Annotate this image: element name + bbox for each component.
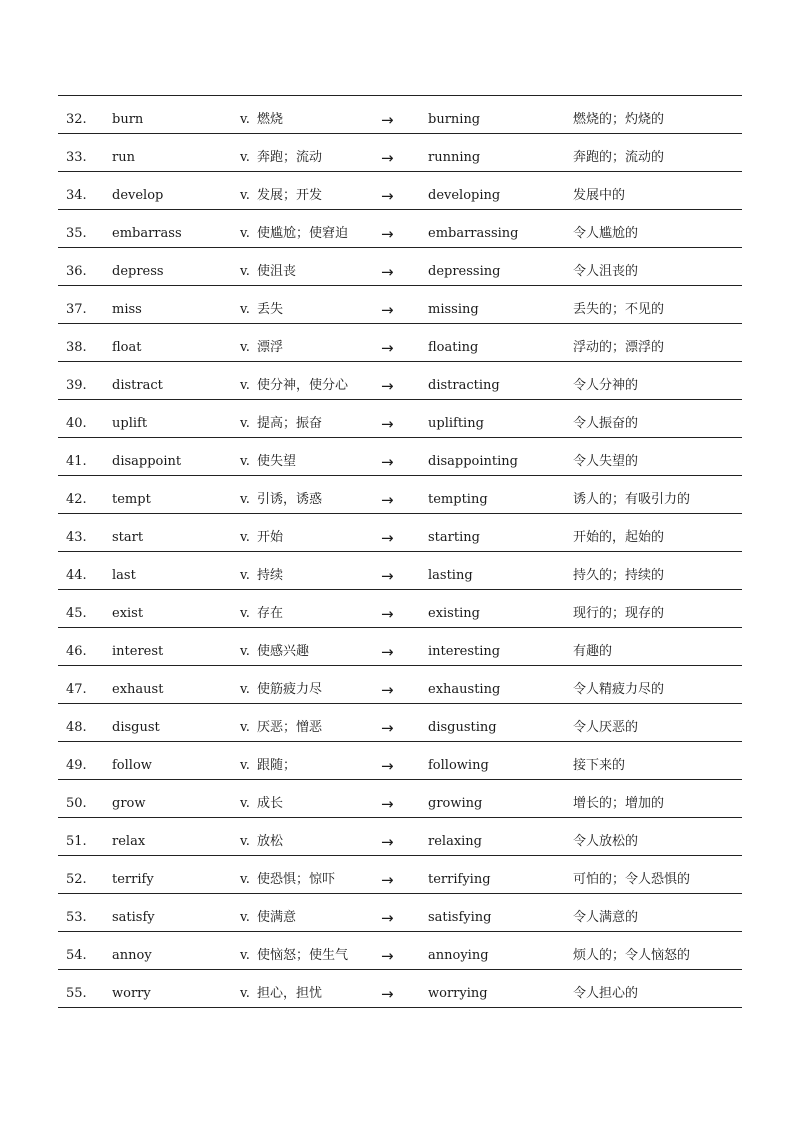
verb-meaning: 使恐惧；惊吓	[257, 872, 336, 887]
table-row	[58, 704, 742, 742]
adjective-meaning: 开始的，起始的	[573, 530, 665, 545]
verb-word: terrify	[112, 872, 154, 887]
verb-word: annoy	[112, 948, 152, 963]
ing-form: worrying	[428, 986, 488, 1001]
arrow-icon: →	[381, 757, 394, 775]
arrow-icon: →	[381, 833, 394, 851]
ing-form: following	[428, 758, 489, 773]
part-of-speech: v.	[240, 112, 250, 127]
verb-meaning: 使感兴趣	[257, 644, 310, 659]
arrow-icon: →	[381, 909, 394, 927]
part-of-speech: v.	[240, 644, 250, 659]
arrow-icon: →	[381, 491, 394, 509]
ing-form: interesting	[428, 644, 501, 659]
part-of-speech: v.	[240, 758, 250, 773]
table-row	[58, 362, 742, 400]
table-row	[58, 932, 742, 970]
verb-meaning: 使满意	[257, 910, 297, 925]
adjective-meaning: 可怕的；令人恐惧的	[573, 872, 691, 887]
ing-form: disgusting	[428, 720, 497, 735]
verb-word: miss	[112, 302, 142, 317]
verb-meaning: 使恼怒；使生气	[257, 948, 349, 963]
verb-meaning: 漂浮	[257, 340, 284, 355]
table-row	[58, 666, 742, 704]
verb-word: embarrass	[112, 226, 182, 241]
part-of-speech: v.	[240, 986, 250, 1001]
table-row	[58, 134, 742, 172]
part-of-speech: v.	[240, 720, 250, 735]
arrow-icon: →	[381, 377, 394, 395]
verb-word: worry	[112, 986, 151, 1001]
part-of-speech: v.	[240, 340, 250, 355]
arrow-icon: →	[381, 985, 394, 1003]
adjective-meaning: 令人分神的	[573, 378, 639, 393]
ing-form: missing	[428, 302, 479, 317]
row-number: 51.	[66, 834, 87, 849]
verb-word: follow	[112, 758, 152, 773]
part-of-speech: v.	[240, 910, 250, 925]
verb-word: satisfy	[112, 910, 155, 925]
adjective-meaning: 令人振奋的	[573, 416, 639, 431]
table-row	[58, 818, 742, 856]
arrow-icon: →	[381, 719, 394, 737]
table-row	[58, 172, 742, 210]
row-number: 40.	[66, 416, 87, 431]
arrow-icon: →	[381, 149, 394, 167]
adjective-meaning: 有趣的	[573, 644, 613, 659]
row-number: 32.	[66, 112, 87, 127]
verb-word: run	[112, 150, 135, 165]
part-of-speech: v.	[240, 568, 250, 583]
adjective-meaning: 丢失的；不见的	[573, 302, 665, 317]
verb-meaning: 担心，担忧	[257, 986, 323, 1001]
table-row	[58, 856, 742, 894]
ing-form: existing	[428, 606, 480, 621]
arrow-icon: →	[381, 529, 394, 547]
table-row	[58, 742, 742, 780]
verb-meaning: 使沮丧	[257, 264, 297, 279]
adjective-meaning: 令人厌恶的	[573, 720, 639, 735]
ing-form: burning	[428, 112, 481, 127]
row-number: 47.	[66, 682, 87, 697]
table-row	[58, 780, 742, 818]
verb-meaning: 发展；开发	[257, 188, 323, 203]
vocabulary-table	[58, 96, 742, 1008]
row-number: 48.	[66, 720, 87, 735]
table-row	[58, 628, 742, 666]
row-number: 41.	[66, 454, 87, 469]
verb-word: interest	[112, 644, 164, 659]
ing-form: uplifting	[428, 416, 484, 431]
row-number: 33.	[66, 150, 87, 165]
part-of-speech: v.	[240, 682, 250, 697]
adjective-meaning: 令人沮丧的	[573, 264, 639, 279]
verb-meaning: 燃烧	[257, 112, 284, 127]
table-row	[58, 552, 742, 590]
part-of-speech: v.	[240, 948, 250, 963]
row-number: 52.	[66, 872, 87, 887]
verb-meaning: 使尴尬；使窘迫	[257, 226, 349, 241]
row-number: 35.	[66, 226, 87, 241]
row-number: 39.	[66, 378, 87, 393]
verb-meaning: 跟随；	[257, 758, 297, 773]
part-of-speech: v.	[240, 302, 250, 317]
arrow-icon: →	[381, 795, 394, 813]
verb-meaning: 持续	[257, 568, 284, 583]
verb-meaning: 成长	[257, 796, 284, 811]
table-row	[58, 210, 742, 248]
arrow-icon: →	[381, 301, 394, 319]
row-number: 38.	[66, 340, 87, 355]
part-of-speech: v.	[240, 226, 250, 241]
ing-form: annoying	[428, 948, 489, 963]
verb-word: disappoint	[112, 454, 182, 469]
row-number: 53.	[66, 910, 87, 925]
ing-form: developing	[428, 188, 501, 203]
verb-word: depress	[112, 264, 164, 279]
verb-meaning: 使失望	[257, 454, 297, 469]
row-number: 55.	[66, 986, 87, 1001]
adjective-meaning: 诱人的；有吸引力的	[573, 492, 691, 507]
row-number: 49.	[66, 758, 87, 773]
verb-meaning: 使分神，使分心	[257, 378, 349, 393]
ing-form: running	[428, 150, 481, 165]
verb-word: float	[112, 340, 142, 355]
arrow-icon: →	[381, 681, 394, 699]
ing-form: starting	[428, 530, 480, 545]
adjective-meaning: 燃烧的；灼烧的	[573, 112, 665, 127]
arrow-icon: →	[381, 567, 394, 585]
verb-meaning: 使筋疲力尽	[257, 682, 323, 697]
ing-form: satisfying	[428, 910, 492, 925]
adjective-meaning: 令人失望的	[573, 454, 639, 469]
adjective-meaning: 令人尴尬的	[573, 226, 639, 241]
table-row	[58, 970, 742, 1008]
arrow-icon: →	[381, 415, 394, 433]
arrow-icon: →	[381, 605, 394, 623]
verb-word: distract	[112, 378, 163, 393]
part-of-speech: v.	[240, 264, 250, 279]
verb-word: grow	[112, 796, 146, 811]
verb-meaning: 放松	[257, 834, 284, 849]
row-number: 42.	[66, 492, 87, 507]
table-row	[58, 590, 742, 628]
part-of-speech: v.	[240, 872, 250, 887]
arrow-icon: →	[381, 453, 394, 471]
verb-word: last	[112, 568, 136, 583]
verb-meaning: 奔跑；流动	[257, 150, 323, 165]
part-of-speech: v.	[240, 416, 250, 431]
arrow-icon: →	[381, 111, 394, 129]
part-of-speech: v.	[240, 492, 250, 507]
verb-word: burn	[112, 112, 144, 127]
verb-word: disgust	[112, 720, 160, 735]
verb-meaning: 引诱，诱惑	[257, 492, 323, 507]
adjective-meaning: 令人精疲力尽的	[573, 682, 665, 697]
arrow-icon: →	[381, 187, 394, 205]
verb-word: exist	[112, 606, 144, 621]
part-of-speech: v.	[240, 378, 250, 393]
table-row	[58, 248, 742, 286]
arrow-icon: →	[381, 263, 394, 281]
verb-word: exhaust	[112, 682, 164, 697]
table-row	[58, 286, 742, 324]
verb-meaning: 丢失	[257, 302, 284, 317]
table-row	[58, 514, 742, 552]
ing-form: growing	[428, 796, 483, 811]
ing-form: tempting	[428, 492, 488, 507]
adjective-meaning: 烦人的；令人恼怒的	[573, 948, 691, 963]
table-row	[58, 96, 742, 134]
adjective-meaning: 奔跑的；流动的	[573, 150, 665, 165]
adjective-meaning: 接下来的	[573, 758, 626, 773]
adjective-meaning: 发展中的	[573, 188, 626, 203]
ing-form: lasting	[428, 568, 473, 583]
ing-form: terrifying	[428, 872, 491, 887]
row-number: 36.	[66, 264, 87, 279]
table-row	[58, 324, 742, 362]
verb-meaning: 存在	[257, 606, 284, 621]
adjective-meaning: 增长的；增加的	[573, 796, 665, 811]
row-number: 34.	[66, 188, 87, 203]
adjective-meaning: 浮动的；漂浮的	[573, 340, 665, 355]
ing-form: disappointing	[428, 454, 518, 469]
verb-word: tempt	[112, 492, 151, 507]
table-row	[58, 894, 742, 932]
adjective-meaning: 令人担心的	[573, 986, 639, 1001]
row-number: 45.	[66, 606, 87, 621]
part-of-speech: v.	[240, 454, 250, 469]
verb-meaning: 厌恶；憎恶	[257, 720, 323, 735]
arrow-icon: →	[381, 947, 394, 965]
row-number: 50.	[66, 796, 87, 811]
arrow-icon: →	[381, 643, 394, 661]
verb-meaning: 开始	[257, 530, 284, 545]
adjective-meaning: 令人放松的	[573, 834, 639, 849]
arrow-icon: →	[381, 871, 394, 889]
verb-meaning: 提高；振奋	[257, 416, 323, 431]
ing-form: relaxing	[428, 834, 482, 849]
row-number: 43.	[66, 530, 87, 545]
verb-word: uplift	[112, 416, 148, 431]
adjective-meaning: 持久的；持续的	[573, 568, 665, 583]
arrow-icon: →	[381, 225, 394, 243]
table-row	[58, 400, 742, 438]
verb-word: develop	[112, 188, 164, 203]
row-number: 46.	[66, 644, 87, 659]
arrow-icon: →	[381, 339, 394, 357]
ing-form: floating	[428, 340, 479, 355]
part-of-speech: v.	[240, 150, 250, 165]
verb-word: start	[112, 530, 144, 545]
ing-form: embarrassing	[428, 226, 519, 241]
part-of-speech: v.	[240, 606, 250, 621]
table-row	[58, 438, 742, 476]
row-number: 54.	[66, 948, 87, 963]
part-of-speech: v.	[240, 796, 250, 811]
table-row	[58, 476, 742, 514]
row-number: 44.	[66, 568, 87, 583]
verb-word: relax	[112, 834, 146, 849]
ing-form: exhausting	[428, 682, 501, 697]
ing-form: depressing	[428, 264, 501, 279]
part-of-speech: v.	[240, 188, 250, 203]
ing-form: distracting	[428, 378, 500, 393]
row-number: 37.	[66, 302, 87, 317]
adjective-meaning: 令人满意的	[573, 910, 639, 925]
part-of-speech: v.	[240, 834, 250, 849]
adjective-meaning: 现行的；现存的	[573, 606, 665, 621]
part-of-speech: v.	[240, 530, 250, 545]
